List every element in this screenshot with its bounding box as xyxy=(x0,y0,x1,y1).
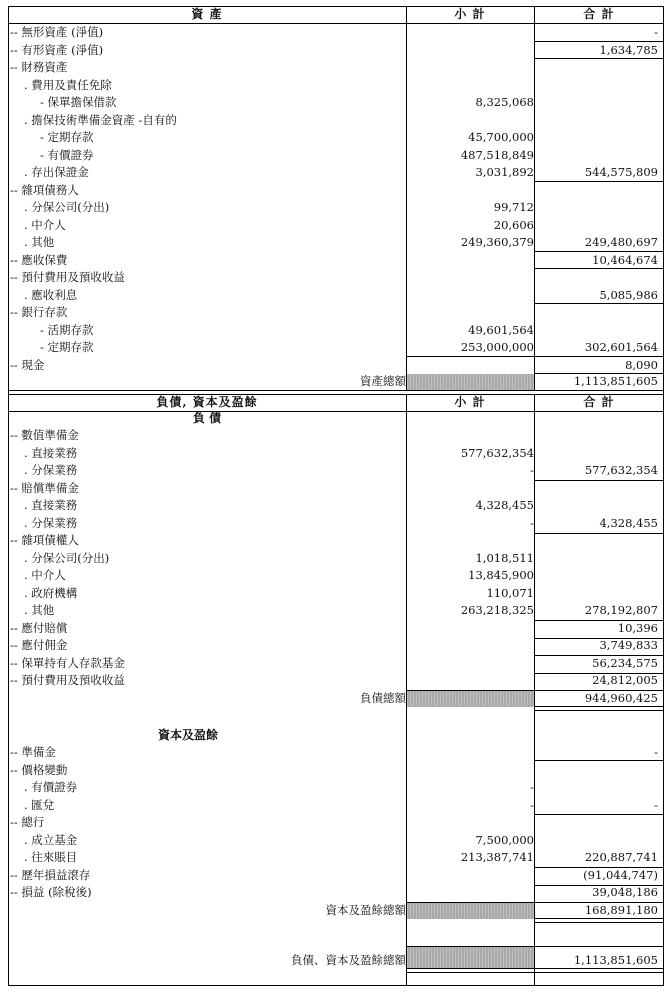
line-item-total: 302,601,564 xyxy=(584,340,658,354)
equity-rule xyxy=(534,760,664,761)
assets-header-row xyxy=(8,6,664,24)
line-item xyxy=(8,637,664,655)
line-item-total: (91,044,747) xyxy=(583,867,658,882)
liab-rule xyxy=(534,655,664,656)
line-item xyxy=(8,567,664,585)
line-item-subtotal: 49,601,564 xyxy=(468,322,534,337)
line-item xyxy=(8,427,664,445)
liab-rule xyxy=(534,480,664,481)
equity-rule xyxy=(534,814,664,815)
line-item-label: . 往來賬目 xyxy=(24,850,78,864)
line-item-label: -- 準備金 xyxy=(10,745,56,759)
section-separator xyxy=(8,390,664,395)
line-item xyxy=(8,797,664,815)
liabilities-section-row xyxy=(8,410,664,428)
line-item-total: 3,749,833 xyxy=(599,638,658,652)
grand-total-value: 1,113,851,605 xyxy=(573,953,658,967)
line-item xyxy=(8,480,664,498)
assets-rule xyxy=(534,251,664,252)
line-item xyxy=(8,779,664,797)
line-item xyxy=(8,832,664,850)
line-item-total: - xyxy=(654,25,658,39)
line-item xyxy=(8,814,664,832)
line-item-subtotal: 487,518,849 xyxy=(460,147,534,162)
assets-rule xyxy=(534,181,664,182)
line-item-subtotal: 13,845,900 xyxy=(468,568,534,582)
line-item xyxy=(8,445,664,463)
grand-total-label: 負債、資本及盈餘總額 xyxy=(291,953,406,967)
liabilities-section-title: 負 債 xyxy=(192,411,222,425)
liabilities-header-subtotal: 小 計 xyxy=(454,395,486,409)
line-item-label: -- 有形資產 (淨值) xyxy=(10,42,104,57)
grand-total-rule xyxy=(406,968,664,973)
line-item-subtotal: - xyxy=(530,797,534,812)
line-item xyxy=(8,269,664,287)
line-item-subtotal: 99,712 xyxy=(493,200,534,214)
line-item-total: 24,812,005 xyxy=(592,673,658,687)
line-item-total: 278,192,807 xyxy=(584,603,658,617)
line-item xyxy=(8,199,664,217)
line-item-label: . 分保公司(分出) xyxy=(24,550,110,565)
line-item-subtotal: 1,018,511 xyxy=(475,550,534,565)
line-item xyxy=(8,94,664,112)
line-item xyxy=(8,59,664,77)
liabilities-total-value: 944,960,425 xyxy=(584,691,658,705)
line-item-label: . 有價證券 xyxy=(24,780,78,794)
liabilities-header-title: 負債, 資本及盈餘 xyxy=(156,395,258,409)
line-item-label: -- 應付賠償 xyxy=(10,620,68,635)
line-item xyxy=(8,357,664,375)
line-item-label: . 直接業務 xyxy=(24,445,78,460)
line-item xyxy=(8,24,664,42)
line-item-label: . 分保業務 xyxy=(24,515,78,530)
assets-total-value: 1,113,851,605 xyxy=(573,374,658,388)
line-item-subtotal: 263,218,325 xyxy=(460,603,534,617)
line-item-total: 1,634,785 xyxy=(599,42,658,57)
line-item-subtotal: - xyxy=(530,463,534,477)
line-item-label: . 匯兌 xyxy=(24,797,55,812)
line-item xyxy=(8,112,664,130)
line-item-subtotal: 8,325,068 xyxy=(475,95,534,109)
line-item xyxy=(8,672,664,690)
line-item xyxy=(8,164,664,182)
line-item-subtotal: 213,387,741 xyxy=(460,850,534,864)
liab-rule xyxy=(534,673,664,674)
line-item xyxy=(8,462,664,480)
line-item-subtotal: 7,500,000 xyxy=(475,832,534,847)
line-item-label: . 中介人 xyxy=(24,568,66,582)
liabilities-header-row xyxy=(8,394,664,412)
liab-rule xyxy=(534,620,664,621)
liabilities-total-rule xyxy=(534,706,664,711)
line-item-total: 56,234,575 xyxy=(592,655,658,670)
line-item-total: 249,480,697 xyxy=(584,235,658,249)
line-item-label: - 定期存款 xyxy=(40,340,94,354)
line-item xyxy=(8,304,664,322)
line-item-label: -- 應收保費 xyxy=(10,252,68,267)
line-item-label: -- 歷年損益滾存 xyxy=(10,867,91,882)
balance-sheet xyxy=(8,6,664,986)
line-item xyxy=(8,339,664,357)
line-item-label: - 有價證券 xyxy=(40,147,94,162)
assets-rule xyxy=(406,356,664,357)
line-item-label: -- 財務資產 xyxy=(10,60,68,74)
line-item xyxy=(8,322,664,340)
line-item-subtotal: 110,071 xyxy=(486,585,534,600)
line-item xyxy=(8,129,664,147)
assets-rule xyxy=(534,58,664,59)
line-item-subtotal: 577,632,354 xyxy=(460,445,534,460)
line-item-label: . 分保公司(分出) xyxy=(24,200,110,214)
line-item xyxy=(8,849,664,867)
line-item-label: . 費用及責任免除 xyxy=(24,77,112,92)
assets-rule xyxy=(534,373,664,374)
line-item-label: . 其他 xyxy=(24,235,55,249)
equity-rule xyxy=(534,885,664,886)
line-item-subtotal: 45,700,000 xyxy=(468,130,534,144)
liabilities-total-row xyxy=(8,690,664,708)
line-item-label: -- 總行 xyxy=(10,815,45,829)
assets-total-shade xyxy=(407,374,534,390)
line-item xyxy=(8,550,664,568)
equity-rule xyxy=(534,867,664,868)
line-item-label: -- 保單持有人存款基金 xyxy=(10,655,125,670)
line-item-subtotal: 3,031,892 xyxy=(475,165,534,179)
line-item-label: . 擔保技術準備金資產 -自有的 xyxy=(24,112,177,127)
line-item xyxy=(8,497,664,515)
line-item-label: -- 賠償準備金 xyxy=(10,480,79,495)
line-item-label: -- 雜項債權人 xyxy=(10,533,79,547)
line-item-total: 39,048,186 xyxy=(592,885,658,899)
equity-total-shade xyxy=(407,903,534,919)
line-item-subtotal: 4,328,455 xyxy=(475,498,534,512)
line-item-label: -- 現金 xyxy=(10,357,45,372)
line-item-subtotal: 253,000,000 xyxy=(460,340,534,354)
line-item-total: 220,887,741 xyxy=(584,850,658,864)
line-item-total: 10,396 xyxy=(617,620,658,635)
line-item-label: -- 無形資產 (淨值) xyxy=(10,25,104,39)
line-item xyxy=(8,182,664,200)
liabilities-header-rule xyxy=(8,411,664,412)
assets-rule xyxy=(534,303,664,304)
line-item xyxy=(8,602,664,620)
liabilities-total-shade xyxy=(407,691,534,707)
line-item xyxy=(8,532,664,550)
assets-total-label: 資產總額 xyxy=(360,374,406,388)
line-item-total: - xyxy=(654,745,658,759)
grand-total-row xyxy=(8,952,664,970)
line-item-label: . 應收利息 xyxy=(24,287,78,302)
line-item xyxy=(8,884,664,902)
assets-rule xyxy=(534,41,664,42)
line-item xyxy=(8,252,664,270)
equity-total-row xyxy=(8,902,664,920)
assets-header-rule xyxy=(8,23,664,24)
line-item-total: 4,328,455 xyxy=(599,515,658,530)
line-item-label: . 直接業務 xyxy=(24,498,78,512)
line-item-label: . 政府機構 xyxy=(24,585,78,600)
line-item-label: - 活期存款 xyxy=(40,322,94,337)
liabilities-total-label: 負債總額 xyxy=(360,691,406,705)
line-item-label: . 存出保證金 xyxy=(24,165,89,179)
line-item-label: - 定期存款 xyxy=(40,130,94,144)
line-item xyxy=(8,287,664,305)
line-item xyxy=(8,744,664,762)
assets-rule xyxy=(534,268,664,269)
line-item-label: - 保單擔保借款 xyxy=(40,95,117,109)
line-item xyxy=(8,655,664,673)
liabilities-header-total: 合 計 xyxy=(583,395,615,409)
liab-rule xyxy=(534,533,664,534)
line-item-subtotal: - xyxy=(530,780,534,794)
equity-total-value: 168,891,180 xyxy=(584,903,658,917)
line-item xyxy=(8,762,664,780)
line-item-total: 5,085,986 xyxy=(599,287,658,302)
equity-section-row xyxy=(8,727,664,745)
line-item xyxy=(8,585,664,603)
line-item-total: - xyxy=(654,797,658,812)
line-item-label: -- 損益 (除稅後) xyxy=(10,885,92,899)
assets-col-rule-1 xyxy=(406,6,407,390)
grand-total-shade xyxy=(407,947,534,969)
line-item-label: -- 價格變動 xyxy=(10,762,68,777)
line-item-label: -- 預付費用及預收收益 xyxy=(10,673,125,687)
line-item-label: -- 雜項債務人 xyxy=(10,182,79,197)
line-item-subtotal: 249,360,379 xyxy=(460,235,534,249)
line-item-label: -- 數值準備金 xyxy=(10,428,79,442)
line-item-total: 8,090 xyxy=(625,357,658,372)
assets-header-total: 合 計 xyxy=(583,7,615,21)
line-item xyxy=(8,147,664,165)
assets-header-subtotal: 小 計 xyxy=(454,7,486,21)
line-item-label: -- 預付費用及預收收益 xyxy=(10,270,125,284)
line-item-total: 544,575,809 xyxy=(584,165,658,179)
line-item-label: -- 應付佣金 xyxy=(10,638,68,652)
equity-section-title: 資本及盈餘 xyxy=(157,728,218,742)
assets-col-rule-2 xyxy=(534,6,535,390)
line-item-total: 577,632,354 xyxy=(584,463,658,477)
line-item xyxy=(8,77,664,95)
line-item xyxy=(8,42,664,60)
line-item xyxy=(8,217,664,235)
equity-total-rule xyxy=(534,918,664,923)
line-item xyxy=(8,620,664,638)
assets-header-title: 資 產 xyxy=(191,7,223,21)
line-item-label: -- 銀行存款 xyxy=(10,305,68,319)
liab-rule xyxy=(534,638,664,639)
line-item-label: . 中介人 xyxy=(24,217,66,232)
line-item-label: . 分保業務 xyxy=(24,463,78,477)
line-item-subtotal: - xyxy=(530,515,534,530)
equity-total-label: 資本及盈餘總額 xyxy=(325,903,406,917)
assets-total-row xyxy=(8,373,664,391)
line-item-subtotal: 20,606 xyxy=(493,217,534,232)
line-item-total: 10,464,674 xyxy=(592,252,658,267)
line-item-label: . 其他 xyxy=(24,603,55,617)
line-item xyxy=(8,867,664,885)
line-item xyxy=(8,234,664,252)
line-item xyxy=(8,515,664,533)
line-item-label: . 成立基金 xyxy=(24,832,78,847)
